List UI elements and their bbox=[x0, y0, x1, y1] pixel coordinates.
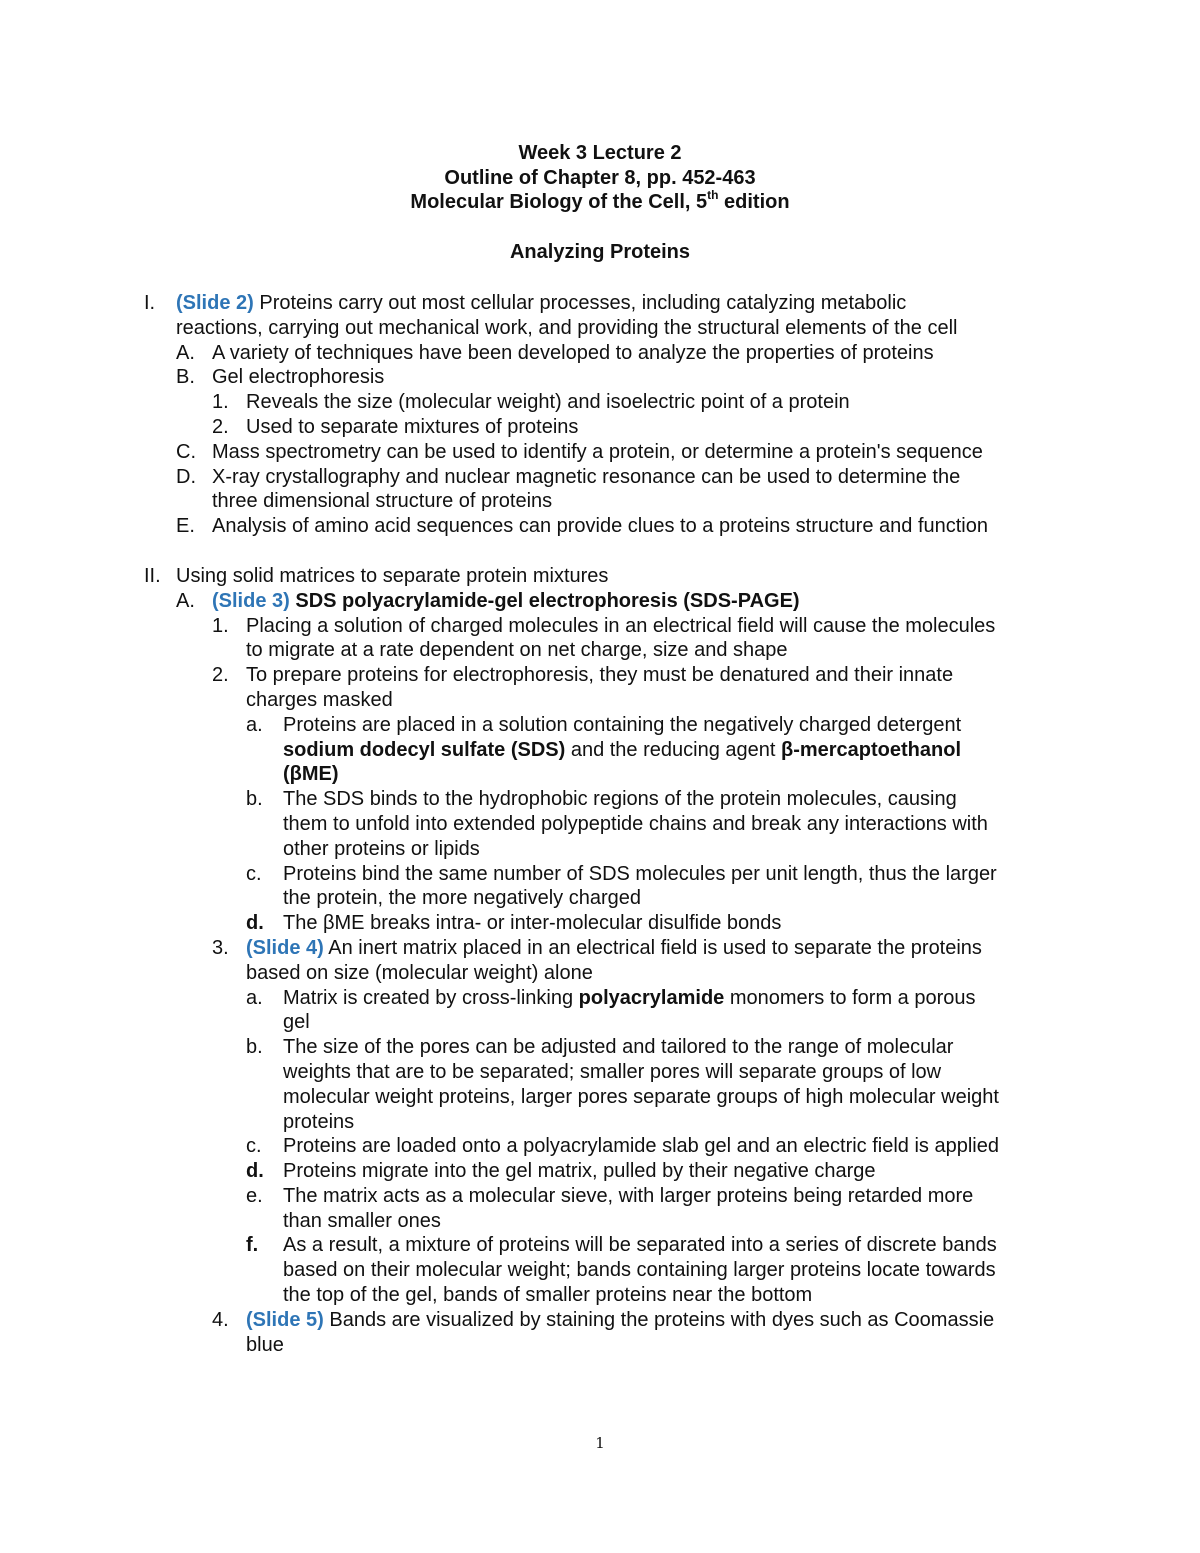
list-item-text: the protein, the more negatively charged bbox=[283, 887, 641, 910]
list-item bbox=[0, 1035, 1200, 1134]
list-item-text: weights that are to be separated; smaller pores will separate groups of low bbox=[283, 1060, 942, 1083]
list-item bbox=[0, 936, 1200, 986]
chapter-outline-title: Outline of Chapter 8, pp. 452-463 bbox=[444, 166, 756, 189]
list-item-text: Proteins are placed in a solution containing the negatively charged detergent bbox=[283, 713, 962, 736]
list-item-text: X-ray crystallography and nuclear magnetic resonance can be used to determine the bbox=[212, 465, 961, 488]
list-item-marker: 2. bbox=[212, 664, 229, 687]
list-item-text: than smaller ones bbox=[283, 1209, 441, 1232]
slide-4-ref: (Slide 4) bbox=[246, 936, 324, 959]
page-number: 1 bbox=[595, 1434, 605, 1452]
slide-3-ref: (Slide 3) bbox=[212, 589, 290, 612]
list-item-marker: e. bbox=[246, 1184, 263, 1207]
polyacrylamide-term: polyacrylamide bbox=[578, 986, 725, 1009]
list-item-marker: c. bbox=[246, 1135, 262, 1158]
list-item-text: molecular weight proteins, larger pores separate groups of high molecular weight bbox=[283, 1085, 999, 1108]
list-item bbox=[0, 1184, 1200, 1234]
list-item-text: The matrix acts as a molecular sieve, with larger proteins being retarded more bbox=[283, 1184, 974, 1207]
list-item-marker: b. bbox=[246, 788, 263, 811]
list-item-marker: f. bbox=[246, 1234, 259, 1257]
list-item-text: The SDS binds to the hydrophobic regions of the protein molecules, causing bbox=[283, 788, 957, 811]
list-item-text: gel bbox=[283, 1011, 310, 1034]
section-1-line2: reactions, carrying out mechanical work, and providing the structural elements of the cell bbox=[176, 316, 958, 339]
list-item-text: As a result, a mixture of proteins will be separated into a series of discrete bands bbox=[283, 1234, 997, 1257]
list-item-text: Proteins bind the same number of SDS molecules per unit length, thus the larger bbox=[283, 862, 997, 885]
list-item-text: To prepare proteins for electrophoresis, they must be denatured and their innate bbox=[246, 664, 954, 687]
section-2-title: Using solid matrices to separate protein mixtures bbox=[176, 564, 609, 587]
list-item bbox=[0, 1134, 1200, 1159]
list-item bbox=[0, 713, 1200, 787]
list-item bbox=[0, 1233, 1200, 1307]
subsection-a-title bbox=[212, 589, 1200, 614]
list-item-marker: B. bbox=[176, 366, 195, 389]
section-2-marker: II. bbox=[144, 564, 161, 587]
list-item-text-rest: An inert matrix placed in an electrical field is used to separate the proteins bbox=[323, 936, 982, 959]
list-item-marker: d. bbox=[246, 912, 264, 935]
list-item-text: based on size (molecular weight) alone bbox=[246, 961, 593, 984]
bme-term: β-mercaptoethanol bbox=[781, 738, 962, 761]
list-item-text: A variety of techniques have been developed to analyze the properties of proteins bbox=[212, 341, 934, 364]
textbook-title bbox=[0, 190, 1200, 215]
list-item-text: Analysis of amino acid sequences can provide clues to a proteins structure and function bbox=[212, 515, 988, 538]
list-item-text: Reveals the size (molecular weight) and isoelectric point of a protein bbox=[246, 391, 850, 414]
bme-abbrev: (βME) bbox=[283, 763, 339, 786]
list-item bbox=[0, 787, 1200, 861]
list-item-text-pre: Matrix is created by cross-linking bbox=[283, 986, 579, 1009]
list-item-text-mid: and the reducing agent bbox=[565, 738, 781, 761]
list-item-text bbox=[246, 936, 1200, 961]
list-item bbox=[0, 911, 1200, 936]
subsection-a bbox=[0, 589, 1200, 614]
document-subtitle: Analyzing Proteins bbox=[509, 240, 691, 263]
section-2 bbox=[0, 564, 1200, 589]
list-item bbox=[0, 986, 1200, 1036]
list-item-text bbox=[283, 986, 1200, 1011]
list-item-text bbox=[246, 1308, 1200, 1333]
slide-2-ref: (Slide 2) bbox=[176, 292, 254, 314]
list-item-text: them to unfold into extended polypeptide chains and break any interactions with bbox=[283, 812, 988, 835]
list-item-marker: c. bbox=[246, 862, 262, 885]
list-item-text: the top of the gel, bands of smaller proteins near the bottom bbox=[283, 1284, 813, 1307]
list-item-marker: A. bbox=[176, 589, 195, 612]
section-1-marker: I. bbox=[144, 292, 156, 314]
list-item bbox=[0, 862, 1200, 912]
section-1-text: Proteins carry out most cellular processes, including catalyzing metabolic bbox=[253, 292, 907, 314]
list-item-marker: E. bbox=[176, 515, 195, 538]
list-item-text: Used to separate mixtures of proteins bbox=[246, 415, 579, 438]
list-item-marker: 3. bbox=[212, 936, 229, 959]
list-item-marker: 4. bbox=[212, 1308, 229, 1331]
list-item-marker: C. bbox=[176, 440, 196, 463]
list-item bbox=[0, 1159, 1200, 1184]
list-item-text: three dimensional structure of proteins bbox=[212, 490, 553, 513]
list-item bbox=[0, 465, 1200, 515]
list-item-marker: 1. bbox=[212, 391, 229, 414]
textbook-title-text: Molecular Biology of the Cell, 5 bbox=[410, 191, 708, 213]
list-item bbox=[0, 341, 1200, 366]
slide-5-ref: (Slide 5) bbox=[246, 1308, 324, 1331]
list-item-text: Proteins migrate into the gel matrix, pulled by their negative charge bbox=[283, 1160, 876, 1183]
list-item bbox=[0, 514, 1200, 539]
list-item-text: charges masked bbox=[246, 688, 393, 711]
list-item-text: The βME breaks intra- or inter-molecular disulfide bonds bbox=[283, 912, 782, 935]
list-item bbox=[0, 365, 1200, 390]
document-header bbox=[0, 141, 1200, 264]
list-item-text: Mass spectrometry can be used to identify a protein, or determine a protein's sequence bbox=[212, 440, 983, 463]
list-item-text bbox=[283, 762, 1200, 787]
section-1 bbox=[0, 291, 1200, 341]
list-item-marker: a. bbox=[246, 713, 263, 736]
list-item-text: The size of the pores can be adjusted and tailored to the range of molecular bbox=[283, 1036, 954, 1059]
list-item-text: based on their molecular weight; bands containing larger proteins locate towards bbox=[283, 1259, 996, 1282]
list-item-marker: 2. bbox=[212, 415, 229, 438]
list-item-text: Gel electrophoresis bbox=[212, 366, 385, 389]
section-spacer bbox=[0, 539, 1200, 564]
list-item-text bbox=[283, 738, 1200, 763]
list-item bbox=[0, 390, 1200, 415]
lecture-title: Week 3 Lecture 2 bbox=[518, 142, 682, 164]
list-item-marker: A. bbox=[176, 341, 195, 364]
list-item-text: blue bbox=[246, 1333, 284, 1356]
list-item-text: proteins bbox=[283, 1110, 355, 1133]
list-item bbox=[0, 415, 1200, 440]
sds-page-heading: SDS polyacrylamide-gel electrophoresis (SDS-PAGE) bbox=[289, 589, 800, 612]
list-item-marker: D. bbox=[176, 465, 196, 488]
list-item-marker: d. bbox=[246, 1160, 264, 1183]
list-item bbox=[0, 663, 1200, 713]
list-item-text: Proteins are loaded onto a polyacrylamide slab gel and an electric field is applied bbox=[283, 1135, 999, 1158]
list-item-text: to migrate at a rate dependent on net charge, size and shape bbox=[246, 639, 788, 662]
outline-body bbox=[0, 291, 1200, 1357]
edition-superscript: th bbox=[707, 188, 719, 203]
list-item-text: other proteins or lipids bbox=[283, 837, 480, 860]
list-item-marker: 1. bbox=[212, 614, 229, 637]
textbook-title-edition: edition bbox=[718, 191, 790, 213]
list-item-text: Placing a solution of charged molecules in an electrical field will cause the molecules bbox=[246, 614, 996, 637]
list-item bbox=[0, 440, 1200, 465]
list-item bbox=[0, 614, 1200, 664]
list-item-marker: b. bbox=[246, 1036, 263, 1059]
list-item-text-rest: Bands are visualized by staining the proteins with dyes such as Coomassie bbox=[323, 1308, 995, 1331]
list-item-marker: a. bbox=[246, 986, 263, 1009]
section-1-line1 bbox=[176, 291, 1200, 316]
list-item-text-post: monomers to form a porous bbox=[724, 986, 976, 1009]
list-item bbox=[0, 1308, 1200, 1358]
sds-term: sodium dodecyl sulfate (SDS) bbox=[283, 738, 566, 761]
